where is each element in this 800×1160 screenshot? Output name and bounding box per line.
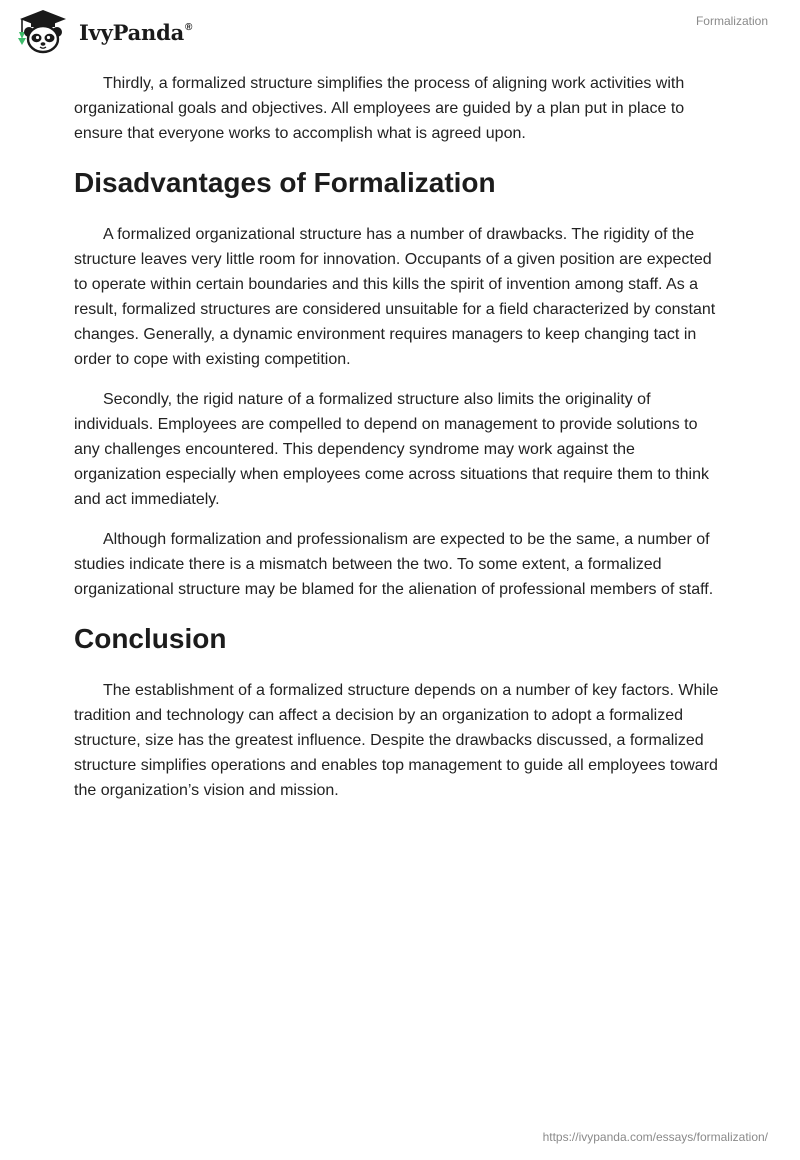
source-url[interactable]: https://ivypanda.com/essays/formalization/ <box>542 1130 768 1144</box>
running-title: Formalization <box>695 14 768 28</box>
logo-name: IvyPanda <box>79 19 185 45</box>
paragraph: Secondly, the rigid nature of a formalized structure also limits the originality of individuals. Employees are compelled to depend on management to provide solutions to any challenges encountered. This dependency syndrome may work against the organization especially when employees come across situations that require them to think and act immediately. <box>74 391 709 508</box>
page-header <box>0 0 800 64</box>
panda-graduation-cap-icon <box>14 8 72 54</box>
section-heading: Conclusion <box>74 623 227 654</box>
logo-wordmark <box>79 20 192 45</box>
paragraph: Although formalization and professionalism are expected to be the same, a number of studies indicate there is a mismatch between the two. To some extent, a formalized organizational structure may be blamed for the alienation of professional members of staff. <box>74 531 714 598</box>
section-heading: Disadvantages of Formalization <box>74 167 496 198</box>
paragraph: A formalized organizational structure has a number of drawbacks. The rigidity of the structure leaves very little room for innovation. Occupants of a given position are expected to operate within certain boundaries and this kills the spirit of invention among staff. As a result, formalized structures are considered unsuitable for a field characterized by constant changes. Generally, a dynamic environment requires managers to keep changing tact in order to cope with existing competition. <box>74 226 716 368</box>
paragraph: Thirdly, a formalized structure simplifies the process of aligning work activities with organizational goals and objectives. All employees are guided by a plan put in place to ensure that everyone works to accomplish what is agreed upon. <box>74 75 685 142</box>
paragraph: The establishment of a formalized structure depends on a number of key factors. While tradition and technology can affect a decision by an organization to adopt a formalized structure, size has the greatest influence. Despite the drawbacks discussed, a formalized structure simplifies operations and enables top management to guide all employees toward the organization’s vision and mission. <box>74 682 719 799</box>
ivypanda-logo[interactable] <box>14 8 192 54</box>
registered-mark: ® <box>185 21 193 33</box>
document-body <box>74 71 726 818</box>
